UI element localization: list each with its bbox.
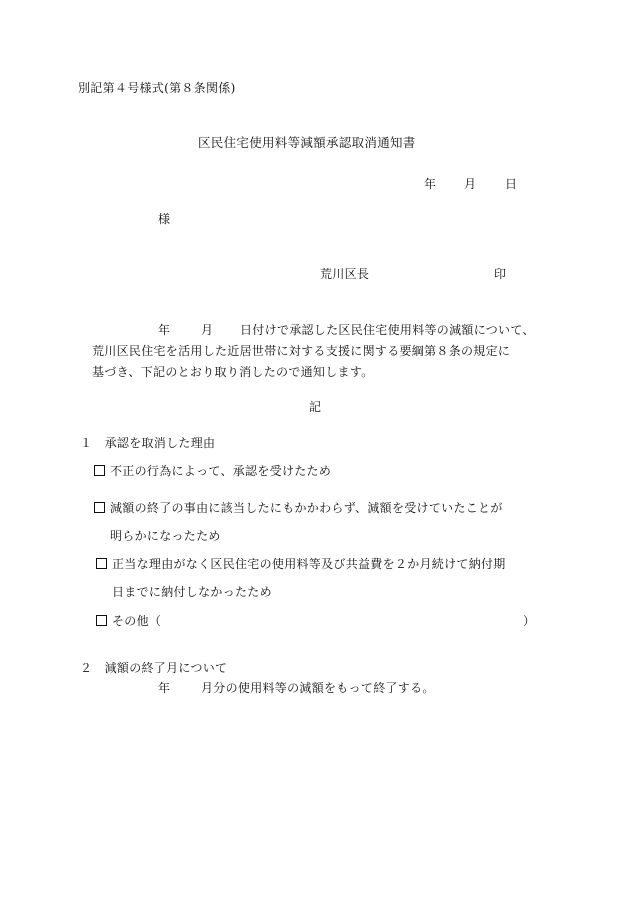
body-month: 月 — [201, 323, 214, 337]
body-year: 年 — [158, 323, 171, 337]
checkbox-other[interactable] — [96, 615, 107, 626]
body-line-1: 日付けで承認した区民住宅使用料等の減額について、 — [240, 323, 535, 337]
section1-heading: １ 承認を取消した理由 — [80, 436, 216, 450]
option-other-close-paren: ） — [523, 614, 536, 628]
date-day: 日 — [505, 177, 518, 191]
checkbox-nonpayment[interactable] — [96, 558, 107, 569]
section2-heading: ２ 減額の終了月について — [80, 661, 228, 675]
section2-year: 年 — [158, 681, 171, 695]
option-other-label: その他（ — [112, 614, 162, 628]
sender-name: 荒川区長 — [320, 267, 370, 281]
form-label: 別記第４号様式(第８条関係) — [78, 81, 236, 95]
date-year: 年 — [424, 177, 437, 191]
checkbox-continued-reduction[interactable] — [94, 502, 105, 513]
recipient-suffix: 様 — [158, 212, 171, 226]
option-continued-reduction-line1: 減額の終了の事由に該当したにもかかわらず、減額を受けていたことが — [110, 501, 503, 515]
option-nonpayment-line1: 正当な理由がなく区民住宅の使用料等及び共益費を２か月続けて納付期 — [112, 557, 506, 571]
option-continued-reduction-line2: 明らかになったため — [110, 529, 221, 543]
checkbox-fraud[interactable] — [94, 465, 105, 476]
option-fraud-text: 不正の行為によって、承認を受けたため — [110, 464, 332, 478]
body-line-2: 荒川区民住宅を活用した近居世帯に対する支援に関する要綱第８条の規定に — [92, 344, 511, 358]
seal-mark: 印 — [494, 267, 507, 281]
date-month: 月 — [464, 177, 477, 191]
body-line-3: 基づき、下記のとおり取り消したので通知します。 — [92, 365, 374, 379]
ki-marker: 記 — [309, 400, 322, 414]
section2-text: 月分の使用料等の減額をもって終了する。 — [201, 681, 435, 695]
option-nonpayment-line2: 日までに納付しなかったため — [112, 585, 272, 599]
document-title: 区民住宅使用料等減額承認取消通知書 — [198, 135, 416, 150]
